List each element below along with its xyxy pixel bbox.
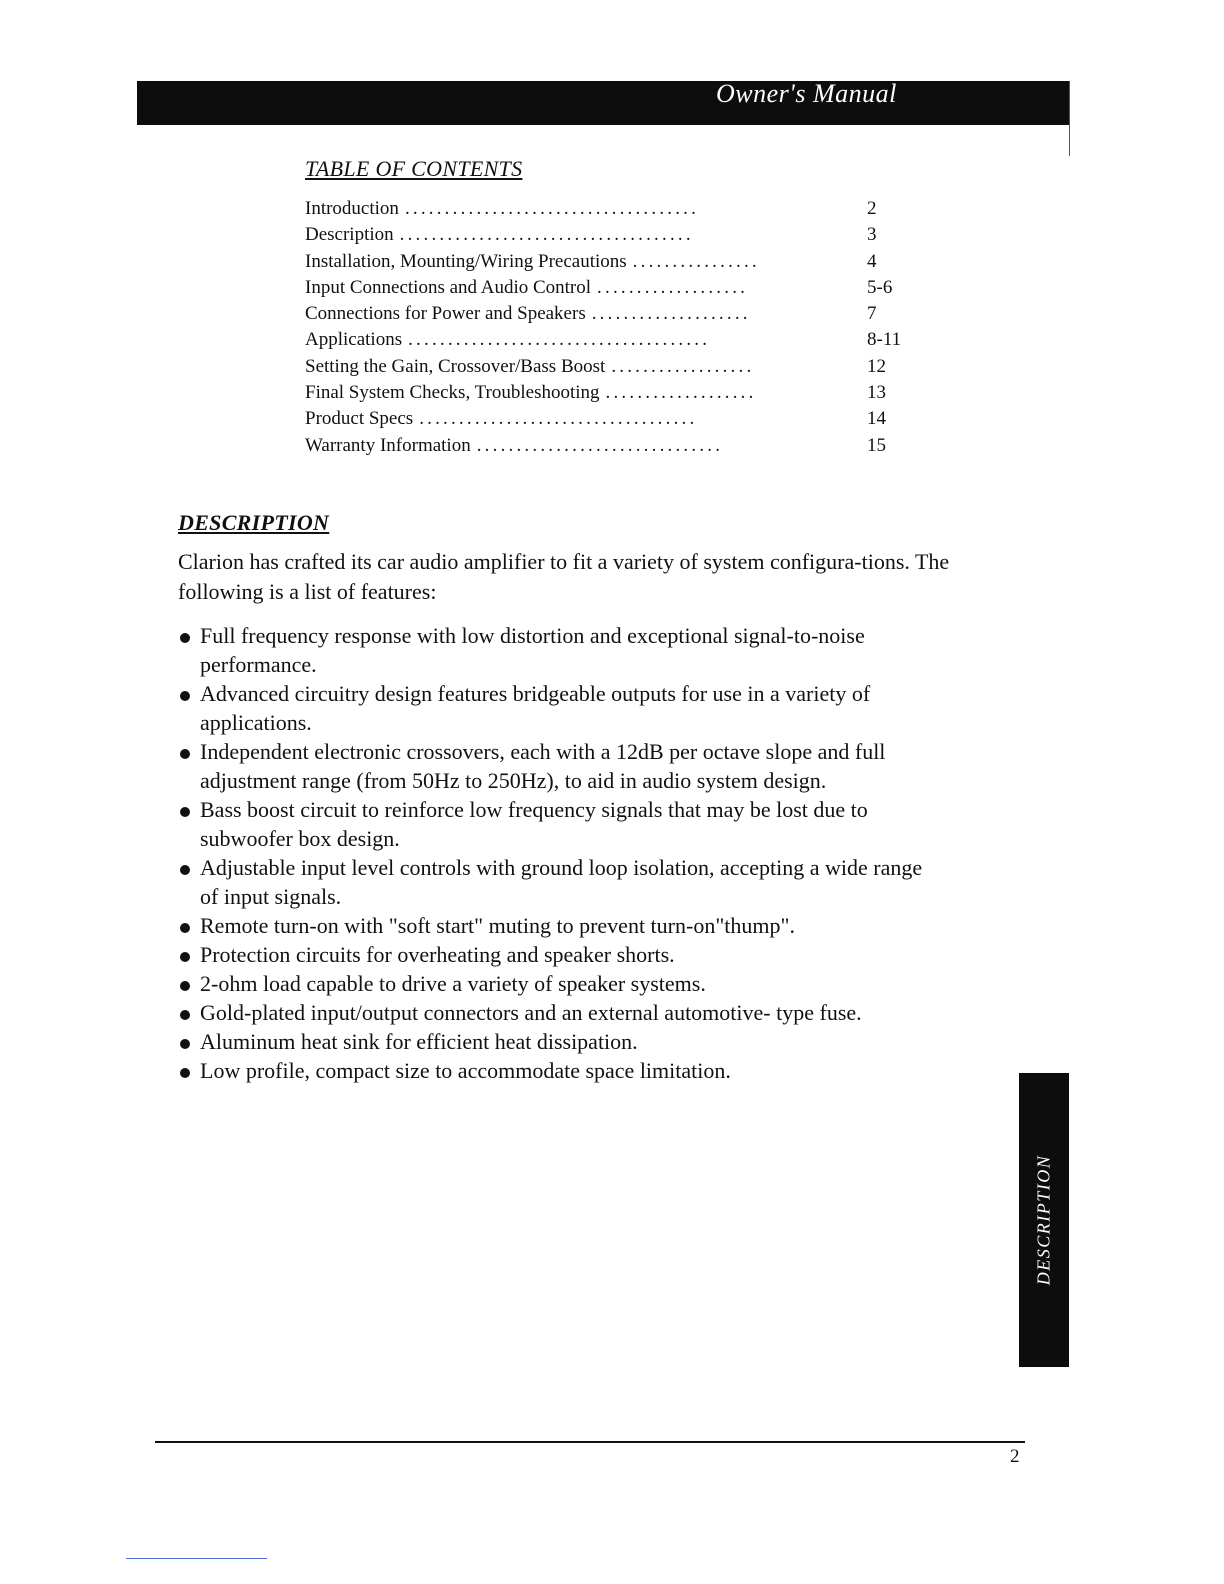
bullet-icon bbox=[180, 865, 190, 875]
toc-entry-page: 8-11 bbox=[867, 329, 902, 351]
toc-leader-dots: ................ bbox=[632, 250, 760, 272]
feature-item bbox=[178, 998, 938, 1027]
toc-entry-label: Warranty Information bbox=[305, 434, 471, 456]
feature-list bbox=[178, 621, 938, 1085]
toc-entry-page: 4 bbox=[867, 250, 877, 272]
toc-leader-dots: ..................................... bbox=[404, 198, 700, 219]
feature-text: Advanced circuitry design features bridgeable outputs for use in a variety of applications. bbox=[200, 681, 871, 735]
toc-entry-page: 2 bbox=[867, 198, 877, 219]
toc-entry-label: Applications bbox=[305, 329, 403, 351]
toc-leader-dots: ................... bbox=[597, 276, 749, 298]
feature-text: Bass boost circuit to reinforce low frequency signals that may be lost due to subwoofer box design. bbox=[200, 797, 868, 851]
toc-entry bbox=[305, 380, 925, 406]
toc-entry-page: 3 bbox=[867, 224, 877, 246]
toc-entry-label: Connections for Power and Speakers bbox=[305, 303, 586, 325]
side-tab bbox=[1019, 1073, 1069, 1367]
toc-entry-page: 5-6 bbox=[867, 276, 893, 298]
feature-text: Independent electronic crossovers, each with a 12dB per octave slope and full adjustment range (from 50Hz to 250Hz), to aid in audio system design. bbox=[200, 739, 886, 793]
feature-text: Protection circuits for overheating and speaker shorts. bbox=[200, 942, 675, 967]
feature-item bbox=[178, 853, 938, 911]
feature-item bbox=[178, 969, 938, 998]
feature-item bbox=[178, 940, 938, 969]
toc-entry bbox=[305, 433, 925, 459]
footer-rule bbox=[155, 1441, 1025, 1443]
feature-item bbox=[178, 679, 938, 737]
toc-entry-page: 12 bbox=[867, 355, 886, 377]
description-heading: DESCRIPTION bbox=[178, 510, 330, 535]
bullet-icon bbox=[180, 1068, 190, 1078]
toc-entry bbox=[305, 196, 925, 222]
toc-leader-dots: ................................... bbox=[419, 408, 698, 430]
bullet-icon bbox=[180, 952, 190, 962]
toc-entry bbox=[305, 222, 925, 248]
toc-leader-dots: ...................................... bbox=[408, 329, 711, 351]
toc-entry-label: Final System Checks, Troubleshooting bbox=[305, 382, 600, 404]
toc-entry-label: Introduction bbox=[305, 198, 399, 219]
feature-text: Gold-plated input/output connectors and an external automotive- type fuse. bbox=[200, 1000, 862, 1025]
toc-list bbox=[305, 196, 925, 459]
feature-item bbox=[178, 737, 938, 795]
feature-item bbox=[178, 1027, 938, 1056]
feature-text: Remote turn-on with "soft start" muting to prevent turn-on"thump". bbox=[200, 913, 796, 938]
feature-item bbox=[178, 795, 938, 853]
toc-entry bbox=[305, 301, 925, 327]
toc-entry bbox=[305, 275, 925, 301]
feature-text: Low profile, compact size to accommodate space limitation. bbox=[200, 1058, 731, 1083]
bullet-icon bbox=[180, 981, 190, 991]
toc-leader-dots: ..................................... bbox=[399, 224, 694, 246]
bullet-icon bbox=[180, 807, 190, 817]
feature-text: Adjustable input level controls with ground loop isolation, accepting a wide range of input signals. bbox=[200, 855, 923, 909]
feature-item bbox=[178, 1056, 938, 1085]
page-number: 2 bbox=[1010, 1446, 1020, 1467]
toc-entry-label: Setting the Gain, Crossover/Bass Boost bbox=[305, 355, 606, 377]
bullet-icon bbox=[180, 923, 190, 933]
toc-entry-label: Input Connections and Audio Control bbox=[305, 276, 592, 298]
bullet-icon bbox=[180, 749, 190, 759]
bullet-icon bbox=[180, 633, 190, 643]
toc-entry-page: 14 bbox=[867, 408, 886, 430]
toc-entry-page: 13 bbox=[867, 382, 886, 404]
feature-text: 2-ohm load capable to drive a variety of speaker systems. bbox=[200, 971, 706, 996]
toc-leader-dots: ............................... bbox=[476, 434, 724, 456]
bullet-icon bbox=[180, 1010, 190, 1020]
toc-entry-label: Description bbox=[305, 224, 394, 246]
toc-entry-label: Product Specs bbox=[305, 408, 414, 430]
toc-leader-dots: .................. bbox=[611, 355, 755, 377]
toc-entry-page: 7 bbox=[867, 303, 877, 325]
header-bar bbox=[137, 81, 1070, 125]
feature-text: Full frequency response with low distortion and exceptional signal-to-noise performance. bbox=[200, 623, 865, 677]
toc-entry bbox=[305, 354, 925, 380]
feature-item bbox=[178, 621, 938, 679]
toc-title: TABLE OF CONTENTS bbox=[305, 156, 523, 181]
toc-leader-dots: .................... bbox=[591, 303, 751, 325]
bullet-icon bbox=[180, 691, 190, 701]
side-tab-label: DESCRIPTION bbox=[1033, 1154, 1054, 1286]
toc-entry bbox=[305, 249, 925, 275]
toc-entry bbox=[305, 327, 925, 353]
bullet-icon bbox=[180, 1039, 190, 1049]
toc-entry-page: 15 bbox=[867, 434, 886, 456]
toc-entry bbox=[305, 406, 925, 432]
feature-item bbox=[178, 911, 938, 940]
description-intro: Clarion has crafted its car audio amplifier to fit a variety of system configura-tions. The following is a list of features: bbox=[178, 549, 950, 604]
header-edge-line bbox=[1069, 81, 1070, 156]
toc-leader-dots: ................... bbox=[605, 382, 757, 404]
feature-text: Aluminum heat sink for efficient heat dissipation. bbox=[200, 1029, 638, 1054]
bottom-link-line bbox=[126, 1558, 267, 1559]
header-title: Owner's Manual bbox=[716, 79, 897, 108]
toc-entry-label: Installation, Mounting/Wiring Precautions bbox=[305, 250, 627, 272]
